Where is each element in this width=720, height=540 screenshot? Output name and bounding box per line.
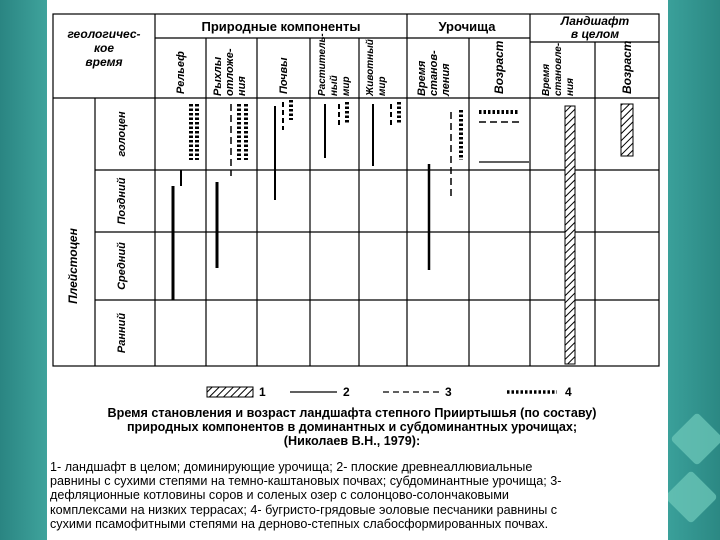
early-label: Ранний bbox=[116, 312, 128, 354]
legend bbox=[207, 385, 572, 399]
landscape-formation-bar bbox=[565, 106, 575, 364]
tract-formation-header: Время bbox=[416, 60, 428, 96]
geo-time-header bbox=[67, 27, 140, 69]
landscape-age-bar bbox=[621, 104, 633, 156]
caption-line: (Николаев В.Н., 1979): bbox=[283, 434, 421, 448]
tract-formation-marks bbox=[429, 110, 461, 270]
legend-hatched-symbol bbox=[207, 387, 253, 397]
loose-deposits-header: ния bbox=[236, 76, 248, 96]
slide bbox=[47, 0, 668, 540]
loose-deposits-header: Рыхлы bbox=[212, 56, 224, 96]
animal-marks bbox=[373, 102, 399, 166]
tract-formation-header: ления bbox=[440, 63, 452, 96]
pleistocene-label: Плейстоцен bbox=[66, 228, 80, 304]
tract-formation-header: станов- bbox=[428, 50, 440, 96]
caption-line: Время становления и возраст ландшафта степного Прииртышья (по составу) bbox=[107, 406, 597, 420]
soils-marks bbox=[275, 100, 291, 200]
decor-diamond bbox=[664, 470, 718, 524]
vegetation-header: Раститель- bbox=[317, 33, 328, 96]
legend-description bbox=[50, 460, 650, 531]
geo-time-line: геологичес- bbox=[67, 27, 141, 41]
natural-components-header: Природные компоненты bbox=[201, 19, 361, 34]
legend-number: 4 bbox=[565, 385, 572, 399]
left-background bbox=[0, 0, 47, 540]
landscape-formation-header: становле- bbox=[553, 42, 564, 96]
decor-diamond bbox=[670, 412, 720, 466]
landscape-header-line: Ландшафт bbox=[560, 14, 630, 28]
landscape-header-line: в целом bbox=[570, 27, 620, 41]
geo-time-line: время bbox=[85, 55, 123, 69]
landscape-formation-header: ния bbox=[565, 77, 576, 96]
legend-description-line: равнины с сухими степями на темно-каштановых почвах; субдоминантные урочища; 3- bbox=[50, 474, 562, 489]
legend-description-line: дефляционные котловины соров и соленых озер с солонцово-солончаковыми bbox=[50, 488, 509, 503]
tract-age-marks bbox=[479, 112, 529, 162]
legend-description-line: 1- ландшафт в целом; доминирующие урочища; 2- плоские древнеаллювиальные bbox=[50, 460, 533, 474]
animal-header: мир bbox=[377, 76, 388, 96]
relief-header: Рельеф bbox=[175, 51, 187, 94]
legend-number: 1 bbox=[259, 385, 266, 399]
landscape-formation-header: Время bbox=[541, 63, 552, 96]
middle-label: Средний bbox=[116, 242, 128, 290]
late-label: Поздний bbox=[116, 177, 128, 225]
loose-deposits-header: отложе- bbox=[224, 48, 236, 96]
legend-number: 2 bbox=[343, 385, 350, 399]
legend-description-line: сухими псамофитными степями на дерново-степных слабосформированных почвах. bbox=[50, 516, 549, 531]
tract-age-header: Возраст bbox=[492, 40, 506, 94]
caption-line: природных компонентов в доминантных и субдоминантных урочищах; bbox=[126, 420, 578, 434]
figure-caption bbox=[62, 406, 642, 448]
vegetation-header: ный bbox=[329, 75, 340, 96]
legend-description-line: комплексами на низких террасах; 4- бугристо-грядовые эоловые песчаники равнины с bbox=[50, 502, 558, 517]
landscape-header bbox=[560, 14, 630, 41]
right-background bbox=[668, 0, 720, 540]
holocene-label: голоцен bbox=[116, 111, 128, 157]
geo-time-line: кое bbox=[93, 41, 115, 55]
animal-header: Животный bbox=[365, 39, 376, 96]
chronology-diagram bbox=[47, 0, 668, 400]
relief-marks bbox=[173, 104, 197, 300]
landscape-age-header: Возраст bbox=[620, 40, 634, 94]
legend-number: 3 bbox=[445, 385, 452, 399]
vegetation-marks bbox=[325, 102, 347, 158]
soils-header: Почвы bbox=[278, 57, 290, 94]
tracts-header: Урочища bbox=[438, 19, 496, 34]
deposits-marks bbox=[217, 104, 246, 268]
vegetation-header: мир bbox=[341, 76, 352, 96]
